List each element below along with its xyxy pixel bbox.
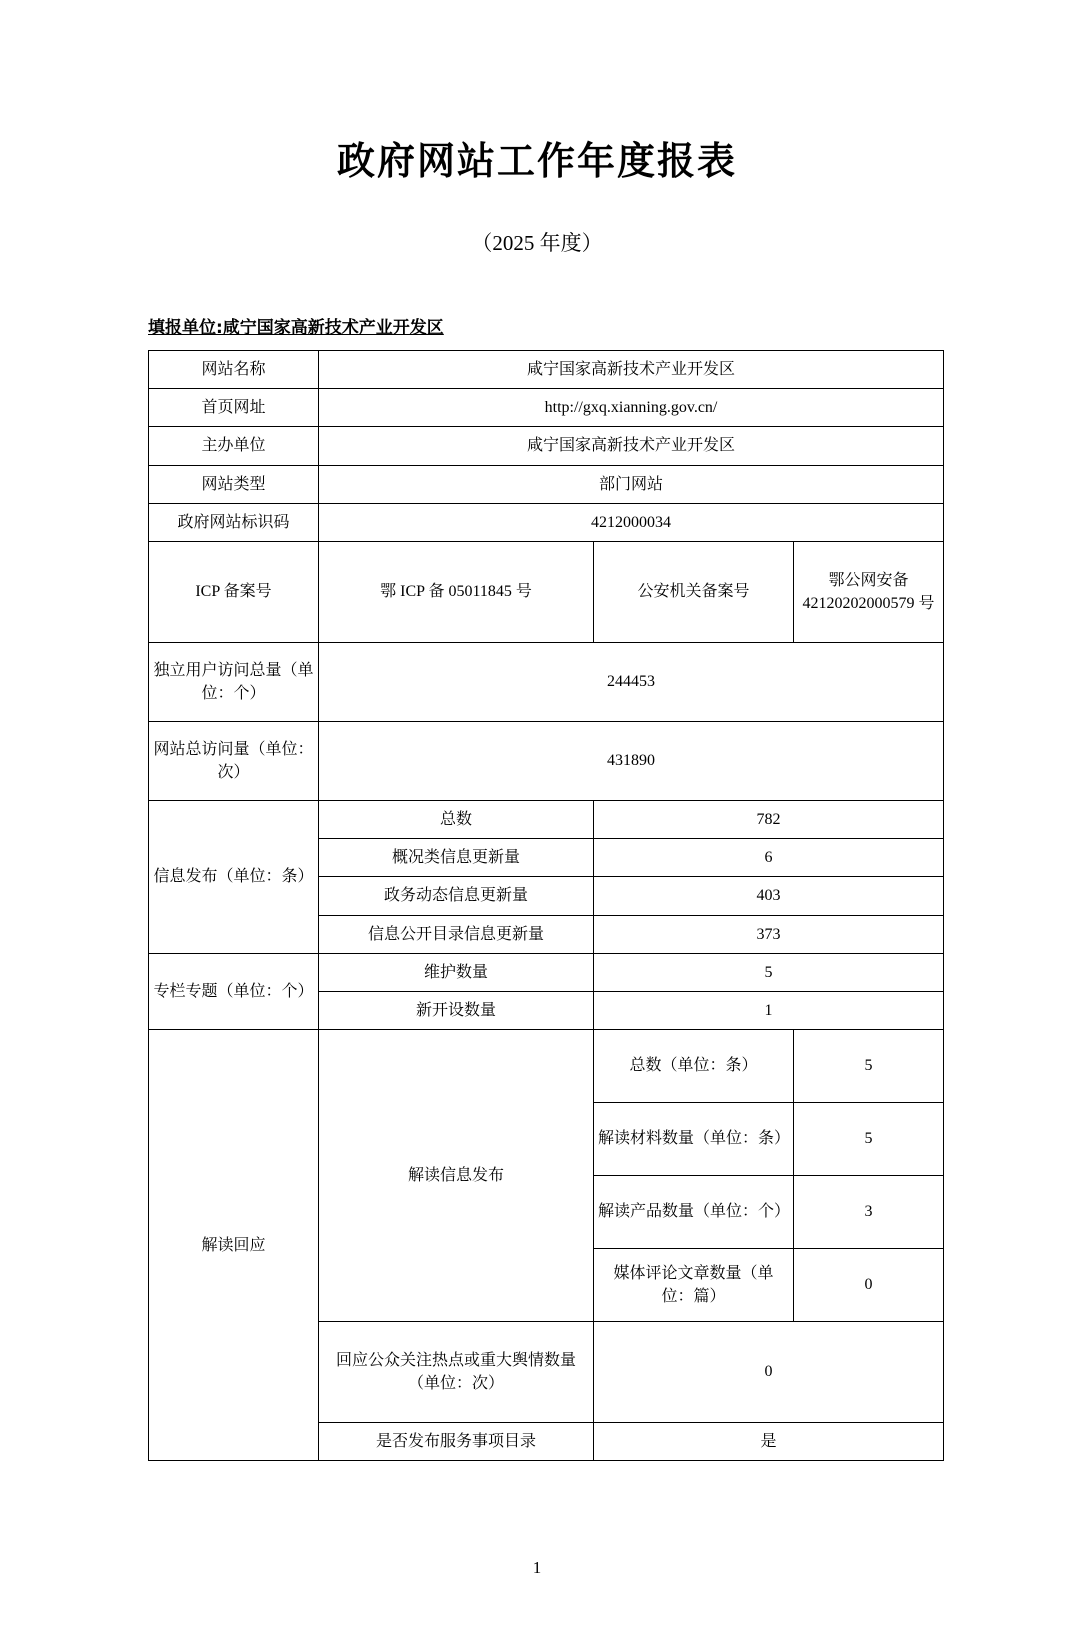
- table-row: [149, 953, 944, 991]
- info-row-name: 政务动态信息更新量: [319, 877, 594, 915]
- page-subtitle: （2025 年度）: [471, 231, 603, 255]
- hotspot-response-label: 回应公众关注热点或重大舆情数量（单位：次）: [319, 1322, 594, 1423]
- service-catalog-label: 是否发布服务事项目录: [319, 1423, 594, 1461]
- site-code-value: 4212000034: [319, 503, 944, 541]
- police-record-label: 公安机关备案号: [594, 541, 794, 642]
- table-row: [149, 427, 944, 465]
- info-row-value: 373: [594, 915, 944, 953]
- table-row: [149, 389, 944, 427]
- table-row: [149, 642, 944, 721]
- site-name-label: 网站名称: [149, 351, 319, 389]
- column-row-name: 新开设数量: [319, 991, 594, 1029]
- interpretation-row-value: 5: [794, 1030, 944, 1103]
- sponsor-label: 主办单位: [149, 427, 319, 465]
- info-row-name: 信息公开目录信息更新量: [319, 915, 594, 953]
- column-row-value: 5: [594, 953, 944, 991]
- site-type-value: 部门网站: [319, 465, 944, 503]
- interpretation-row-name: 解读产品数量（单位：个）: [594, 1176, 794, 1249]
- unique-visitors-label: 独立用户访问总量（单位：个）: [149, 642, 319, 721]
- icp-value: 鄂 ICP 备 05011845 号: [319, 541, 594, 642]
- info-row-value: 403: [594, 877, 944, 915]
- homepage-value: http://gxq.xianning.gov.cn/: [319, 389, 944, 427]
- interpretation-publish-label: 解读信息发布: [319, 1030, 594, 1322]
- table-row: [149, 541, 944, 642]
- table-row: [149, 465, 944, 503]
- interpretation-row-value: 0: [794, 1249, 944, 1322]
- annual-report-table: [148, 350, 944, 1461]
- site-type-label: 网站类型: [149, 465, 319, 503]
- police-record-value: 鄂公网安备 42120202000579 号: [794, 541, 944, 642]
- column-row-name: 维护数量: [319, 953, 594, 991]
- column-topic-label: 专栏专题（单位：个）: [149, 953, 319, 1029]
- page-title: 政府网站工作年度报表: [336, 139, 737, 183]
- info-row-name: 概况类信息更新量: [319, 839, 594, 877]
- report-unit-label: 填报单位:咸宁国家高新技术产业开发区: [148, 318, 444, 338]
- table-row: [149, 351, 944, 389]
- interpretation-label: 解读回应: [149, 1030, 319, 1461]
- table-row: [149, 721, 944, 800]
- page-number: 1: [532, 1558, 542, 1577]
- interpretation-row-name: 解读材料数量（单位：条）: [594, 1103, 794, 1176]
- site-name-value: 咸宁国家高新技术产业开发区: [319, 351, 944, 389]
- site-code-label: 政府网站标识码: [149, 503, 319, 541]
- interpretation-row-value: 5: [794, 1103, 944, 1176]
- info-row-name: 总数: [319, 800, 594, 838]
- table-row: [149, 800, 944, 838]
- hotspot-response-value: 0: [594, 1322, 944, 1423]
- table-row: [149, 503, 944, 541]
- sponsor-value: 咸宁国家高新技术产业开发区: [319, 427, 944, 465]
- total-visits-value: 431890: [319, 721, 944, 800]
- service-catalog-value: 是: [594, 1423, 944, 1461]
- unique-visitors-value: 244453: [319, 642, 944, 721]
- interpretation-row-name: 媒体评论文章数量（单位：篇）: [594, 1249, 794, 1322]
- total-visits-label: 网站总访问量（单位：次）: [149, 721, 319, 800]
- info-publish-label: 信息发布（单位：条）: [149, 800, 319, 953]
- table-row: [149, 1030, 944, 1103]
- icp-label: ICP 备案号: [149, 541, 319, 642]
- interpretation-row-name: 总数（单位：条）: [594, 1030, 794, 1103]
- interpretation-row-value: 3: [794, 1176, 944, 1249]
- homepage-label: 首页网址: [149, 389, 319, 427]
- info-row-value: 6: [594, 839, 944, 877]
- column-row-value: 1: [594, 991, 944, 1029]
- document-page: [0, 130, 1074, 1650]
- info-row-value: 782: [594, 800, 944, 838]
